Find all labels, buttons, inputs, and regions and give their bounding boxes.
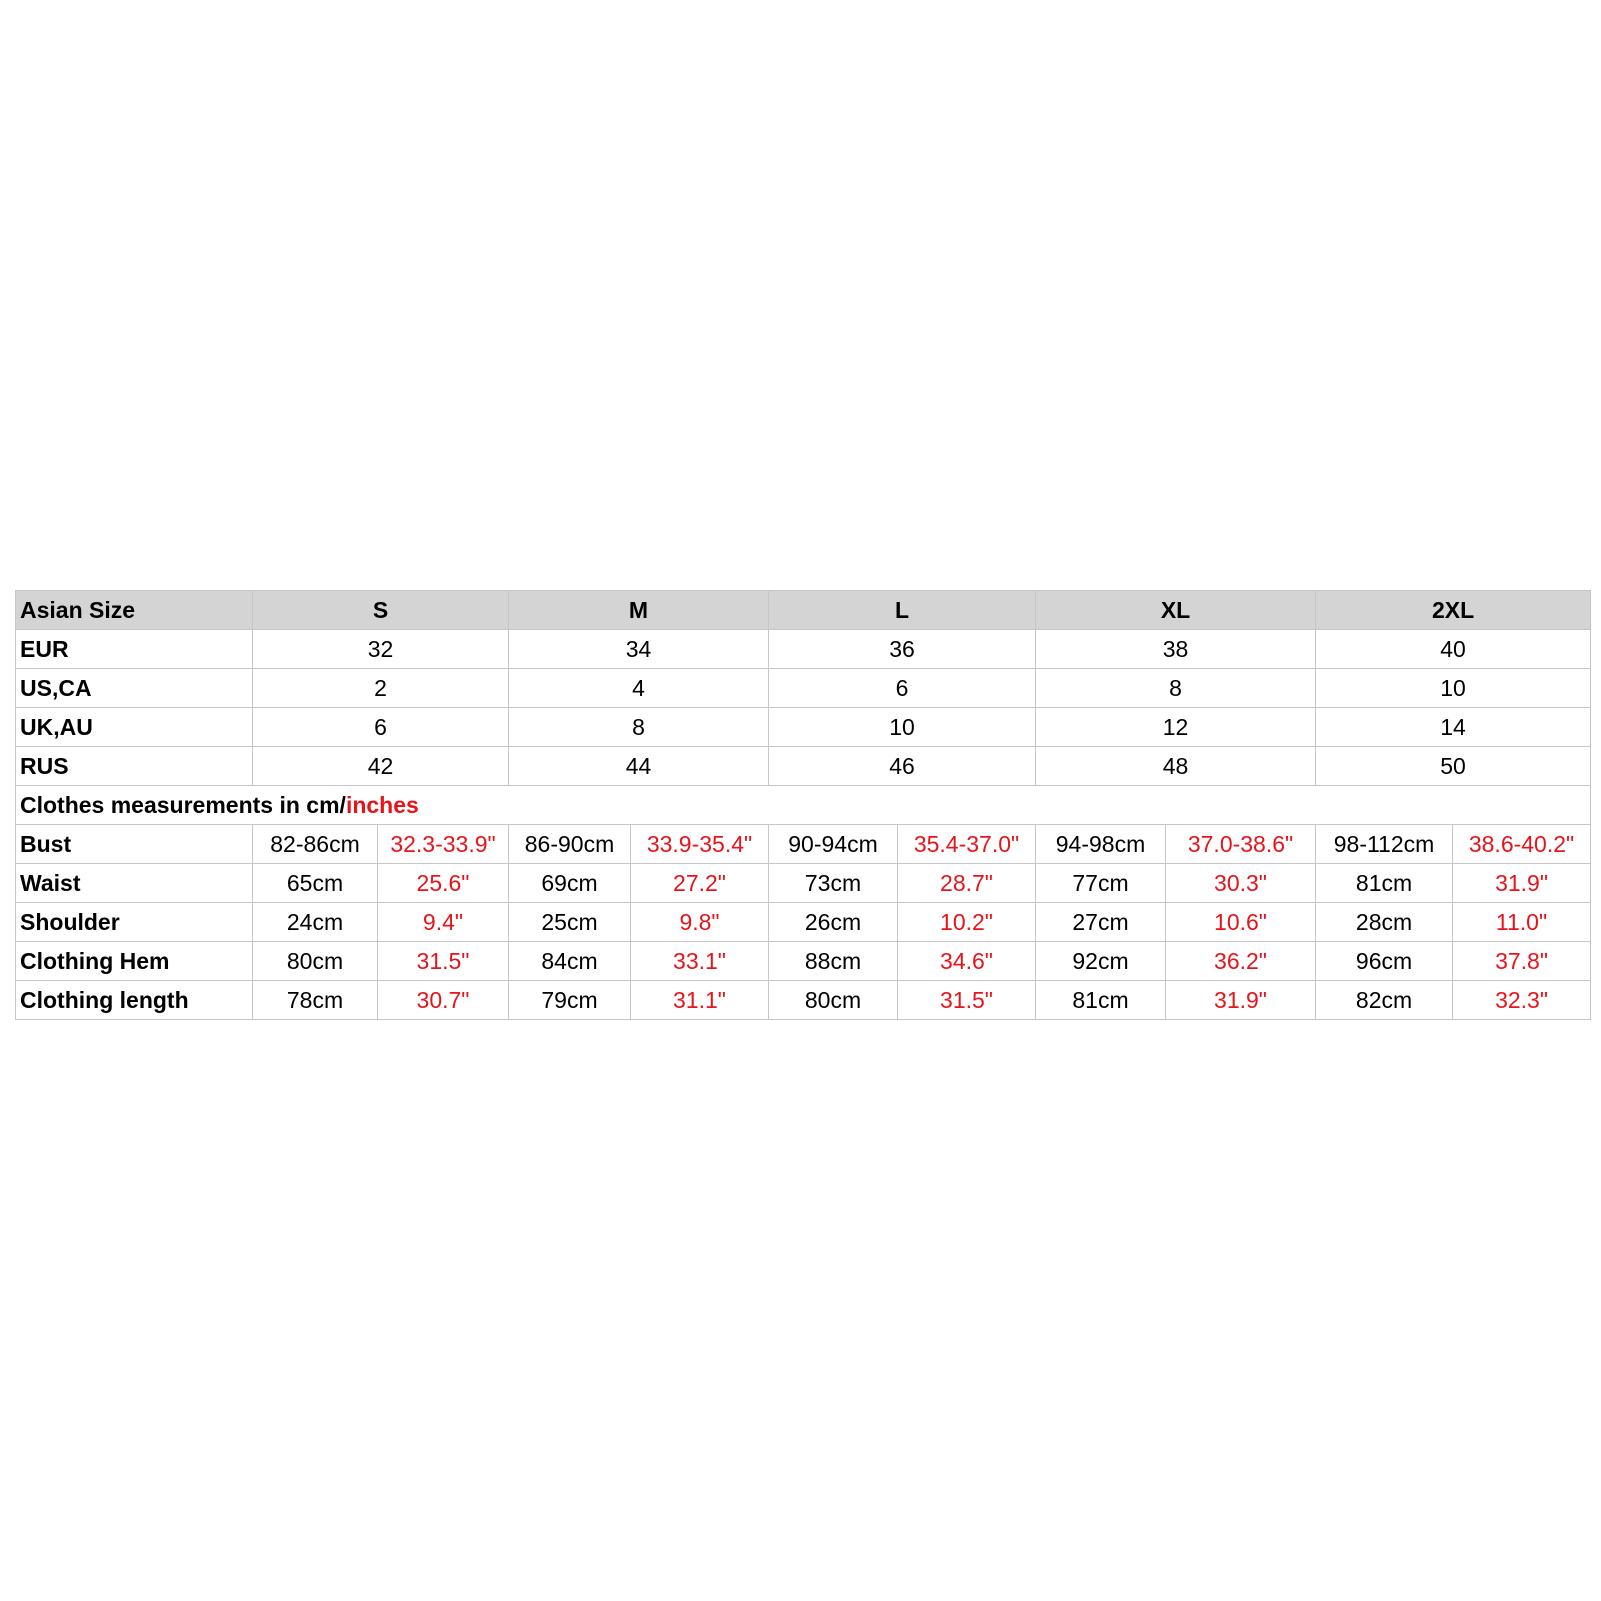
inch-value: 10.2" xyxy=(898,903,1036,942)
size-header-m: M xyxy=(509,591,769,630)
cm-value: 27cm xyxy=(1036,903,1166,942)
inch-value: 31.5" xyxy=(898,981,1036,1020)
size-header-s: S xyxy=(253,591,509,630)
row-label: Clothing length xyxy=(16,981,253,1020)
cm-value: 80cm xyxy=(253,942,378,981)
size-value: 48 xyxy=(1036,747,1316,786)
row-label: Bust xyxy=(16,825,253,864)
cm-value: 86-90cm xyxy=(509,825,631,864)
conversion-row-eur xyxy=(16,630,1591,669)
row-label: Shoulder xyxy=(16,903,253,942)
cm-value: 77cm xyxy=(1036,864,1166,903)
measurements-heading-unit: inches xyxy=(345,791,419,818)
cm-value: 84cm xyxy=(509,942,631,981)
inch-value: 37.0-38.6" xyxy=(1166,825,1316,864)
inch-value: 9.8" xyxy=(631,903,769,942)
measurements-heading xyxy=(16,786,1591,825)
inch-value: 10.6" xyxy=(1166,903,1316,942)
size-value: 10 xyxy=(769,708,1036,747)
cm-value: 82cm xyxy=(1316,981,1453,1020)
conversion-row-rus xyxy=(16,747,1591,786)
conversion-row-uk-au xyxy=(16,708,1591,747)
row-label: Waist xyxy=(16,864,253,903)
size-value: 40 xyxy=(1316,630,1591,669)
inch-value: 38.6-40.2" xyxy=(1453,825,1591,864)
size-value: 2 xyxy=(253,669,509,708)
inch-value: 11.0" xyxy=(1453,903,1591,942)
cm-value: 65cm xyxy=(253,864,378,903)
inch-value: 31.1" xyxy=(631,981,769,1020)
row-label: Clothing Hem xyxy=(16,942,253,981)
size-value: 32 xyxy=(253,630,509,669)
inch-value: 30.3" xyxy=(1166,864,1316,903)
size-value: 44 xyxy=(509,747,769,786)
inch-value: 30.7" xyxy=(378,981,509,1020)
cm-value: 78cm xyxy=(253,981,378,1020)
size-value: 8 xyxy=(509,708,769,747)
cm-value: 28cm xyxy=(1316,903,1453,942)
measurement-row-clothing-length xyxy=(16,981,1591,1020)
cm-value: 94-98cm xyxy=(1036,825,1166,864)
cm-value: 96cm xyxy=(1316,942,1453,981)
inch-value: 32.3" xyxy=(1453,981,1591,1020)
inch-value: 25.6" xyxy=(378,864,509,903)
size-chart-table xyxy=(15,590,1591,1020)
cm-value: 73cm xyxy=(769,864,898,903)
inch-value: 37.8" xyxy=(1453,942,1591,981)
cm-value: 81cm xyxy=(1036,981,1166,1020)
size-value: 6 xyxy=(769,669,1036,708)
inch-value: 9.4" xyxy=(378,903,509,942)
row-label: US,CA xyxy=(16,669,253,708)
inch-value: 35.4-37.0" xyxy=(898,825,1036,864)
size-header-2xl: 2XL xyxy=(1316,591,1591,630)
cm-value: 79cm xyxy=(509,981,631,1020)
inch-value: 31.5" xyxy=(378,942,509,981)
inch-value: 33.1" xyxy=(631,942,769,981)
row-label: EUR xyxy=(16,630,253,669)
size-value: 34 xyxy=(509,630,769,669)
row-label: RUS xyxy=(16,747,253,786)
cm-value: 90-94cm xyxy=(769,825,898,864)
measurements-heading-prefix: Clothes measurements in cm/ xyxy=(20,791,346,818)
inch-value: 34.6" xyxy=(898,942,1036,981)
cm-value: 25cm xyxy=(509,903,631,942)
row-label: UK,AU xyxy=(16,708,253,747)
size-value: 38 xyxy=(1036,630,1316,669)
cm-value: 24cm xyxy=(253,903,378,942)
cm-value: 88cm xyxy=(769,942,898,981)
cm-value: 81cm xyxy=(1316,864,1453,903)
measurement-row-clothing-hem xyxy=(16,942,1591,981)
size-value: 46 xyxy=(769,747,1036,786)
inch-value: 36.2" xyxy=(1166,942,1316,981)
size-header-l: L xyxy=(769,591,1036,630)
inch-value: 28.7" xyxy=(898,864,1036,903)
size-value: 6 xyxy=(253,708,509,747)
inch-value: 31.9" xyxy=(1166,981,1316,1020)
cm-value: 80cm xyxy=(769,981,898,1020)
inch-value: 33.9-35.4" xyxy=(631,825,769,864)
size-value: 10 xyxy=(1316,669,1591,708)
size-value: 12 xyxy=(1036,708,1316,747)
measurement-row-bust xyxy=(16,825,1591,864)
size-value: 8 xyxy=(1036,669,1316,708)
size-value: 4 xyxy=(509,669,769,708)
size-header-xl: XL xyxy=(1036,591,1316,630)
header-label: Asian Size xyxy=(16,591,253,630)
cm-value: 69cm xyxy=(509,864,631,903)
cm-value: 82-86cm xyxy=(253,825,378,864)
measurements-heading-row xyxy=(16,786,1591,825)
cm-value: 26cm xyxy=(769,903,898,942)
cm-value: 92cm xyxy=(1036,942,1166,981)
inch-value: 31.9" xyxy=(1453,864,1591,903)
cm-value: 98-112cm xyxy=(1316,825,1453,864)
size-value: 42 xyxy=(253,747,509,786)
measurement-row-shoulder xyxy=(16,903,1591,942)
inch-value: 27.2" xyxy=(631,864,769,903)
measurement-row-waist xyxy=(16,864,1591,903)
size-value: 50 xyxy=(1316,747,1591,786)
size-value: 36 xyxy=(769,630,1036,669)
size-value: 14 xyxy=(1316,708,1591,747)
header-row xyxy=(16,591,1591,630)
inch-value: 32.3-33.9" xyxy=(378,825,509,864)
conversion-row-us-ca xyxy=(16,669,1591,708)
